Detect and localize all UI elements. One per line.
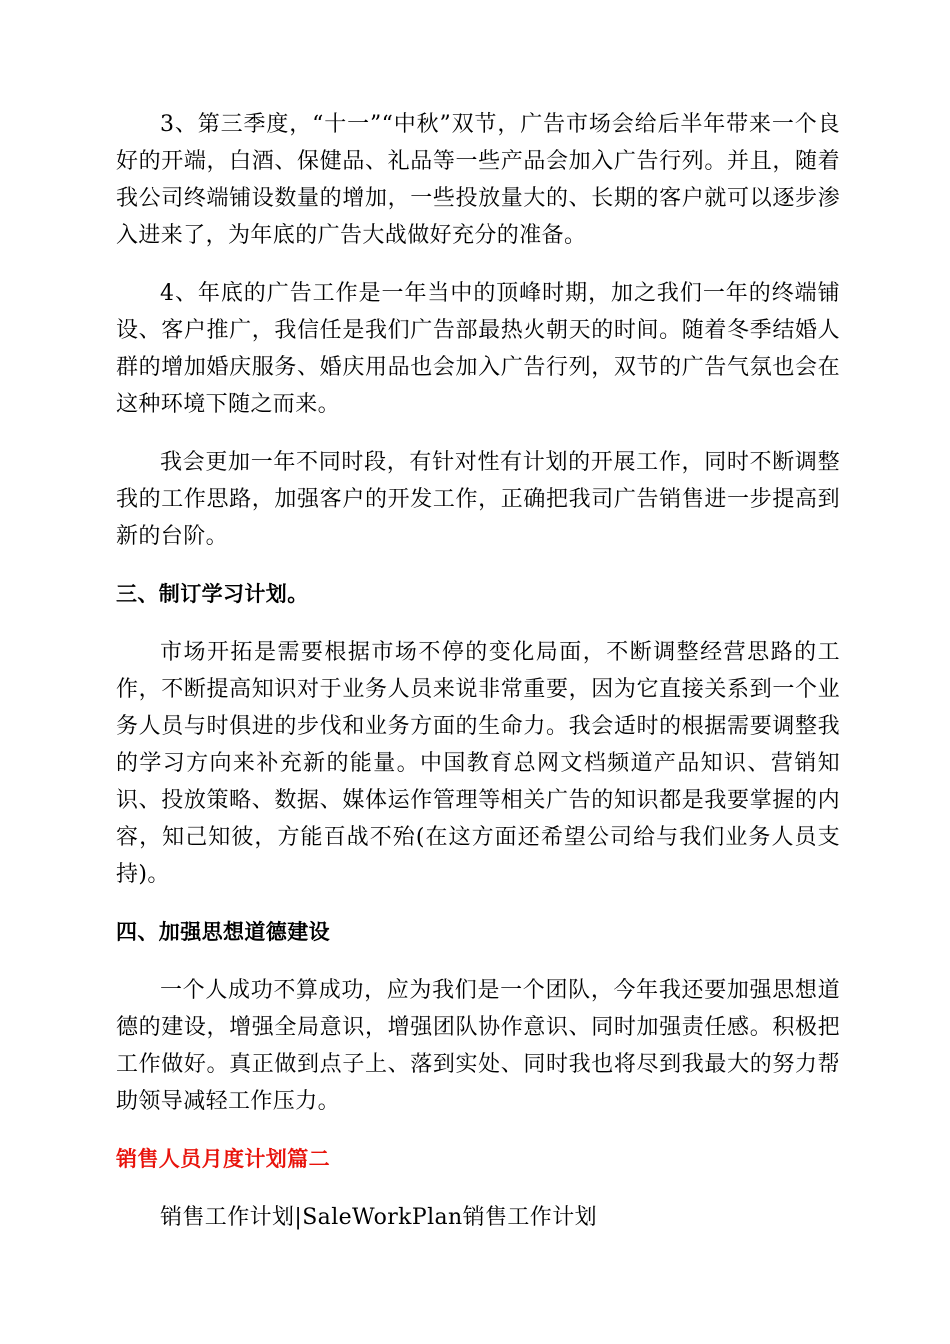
- section-heading-study-plan: 三、制订学习计划。: [116, 582, 309, 606]
- paragraph-morality: 一个人成功不算成功，应为我们是一个团队，今年我还要加强思想道德的建设，增强全局意识，增强团队协作意识、同时加强责任感。积极把工作做好。真正做到点子上、落到实处、同时我也将尽到我最大的努力帮助领导减轻工作压力。: [116, 978, 840, 1114]
- document-body: [116, 106, 840, 1236]
- section-heading-morality: 四、加强思想道德建设: [116, 920, 330, 944]
- paragraph-study-plan: 市场开拓是需要根据市场不停的变化局面，不断调整经营思路的工作，不断提高知识对于业务人员来说非常重要，因为它直接关系到一个业务人员与时俱进的步伐和业务方面的生命力。我会适时的根据需要调整我的学习方向来补充新的能量。中国教育总网文档频道产品知识、营销知识、投放策略、数据、媒体运作管理等相关广告的知识都是我要掌握的内容，知己知彼，方能百战不殆(在这方面还希望公司给与我们业务人员支持)。: [116, 640, 840, 887]
- paragraph-adjust-work: 我会更加一年不同时段，有针对性有计划的开展工作，同时不断调整我的工作思路，加强客户的开发工作，正确把我司广告销售进一步提高到新的台阶。: [116, 450, 840, 549]
- paragraph-sale-work-plan: 销售工作计划|SaleWorkPlan销售工作计划: [160, 1205, 597, 1230]
- paragraph-year-end-plan: 4、年底的广告工作是一年当中的顶峰时期，加之我们一年的终端铺设、客户推广，我信任是我们广告部最热火朝天的时间。随着冬季结婚人群的增加婚庆服务、婚庆用品也会加入广告行列，双节的广告气氛也会在这种环境下随之而来。: [116, 281, 840, 417]
- paragraph-q3-plan: 3、第三季度，“十一”“中秋”双节，广告市场会给后半年带来一个良好的开端，白酒、保健品、礼品等一些产品会加入广告行列。并且，随着我公司终端铺设数量的增加，一些投放量大的、长期的客户就可以逐步渗入进来了，为年底的广告大战做好充分的准备。: [116, 112, 840, 248]
- article-title-part-two: 销售人员月度计划篇二: [116, 1147, 330, 1171]
